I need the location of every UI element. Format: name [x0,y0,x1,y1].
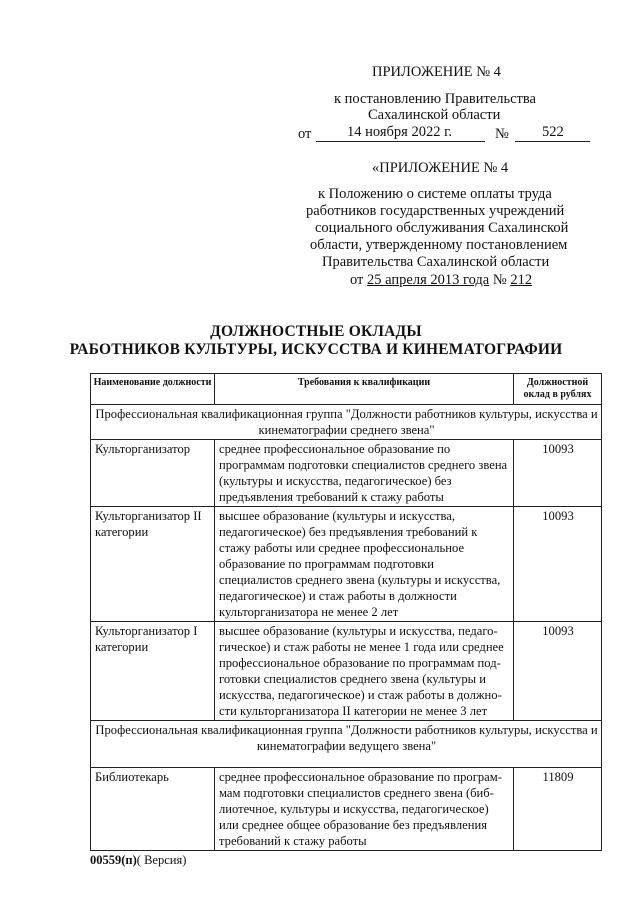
date-underline [316,141,485,142]
group-row [91,405,602,440]
appendix-heading: ПРИЛОЖЕНИЕ № 4 [372,64,501,80]
position-cell: Библиотекарь [91,768,215,851]
salary-cell: 11809 [514,768,602,851]
sub-appendix-date-line [350,272,532,289]
requirements-cell: высшее образование (культуры и искусства, педагогическое) без предъявления требований к стажу работы или среднее профессиональное образование по программам подготовки специалистов среднего звена (культуры и искусства, педагогическое) и стаж работы в должности культорганизатора не менее 2 лет [215,507,514,622]
sub-appendix-line: к Положению о системе оплаты труда [318,186,552,202]
column-header-salary: Должностной оклад в рублях [514,374,602,405]
requirements-cell: среднее профессиональное образование по програм-мам подготовки специалистов среднего звена (биб-лиотечное, культуры и искусства, педагогическое) или среднее общее образование без предъявления требований к стажу работы [215,768,514,851]
column-header-position: Наименование должности [91,374,215,405]
sub-appendix-line: работников государственных учреждений [306,203,565,219]
document-code: 00559(п) [90,853,137,867]
table-row [91,622,602,721]
requirements-cell: высшее образование (культуры и искусства, педаго-гическое) и стаж работы не менее 1 года или среднее профессиональное образование по программам под-готовки специалистов среднего звена (культуры и искусства, педагогическое) и стаж работы в должно-сти культорганизатора II категории не менее 3 лет [215,622,514,721]
salary-table [90,373,602,851]
date-prefix: от [350,272,364,288]
table-header-row [91,374,602,405]
position-cell: Культорганизатор [91,440,215,507]
sub-appendix-heading: «ПРИЛОЖЕНИЕ № 4 [372,160,509,176]
document-title-line1: ДОЛЖНОСТНЫЕ ОКЛАДЫ [210,323,422,340]
base-resolution-date: 25 апреля 2013 года [367,272,490,288]
number-underline [515,141,590,142]
table-row [91,768,602,851]
resolution-date: 14 ноября 2022 г. [347,124,453,140]
group-title-leading-level: Профессиональная квалификационная группа "Должности работников культуры, искусства и кинематографии ведущего звена" [91,721,602,768]
resolution-line: к постановлению Правительства [334,91,536,107]
position-cell: Культорганизатор II категории [91,507,215,622]
group-title-middle-level: Профессиональная квалификационная группа "Должности работников культуры, искусства и кинематографии среднего звена" [91,405,602,440]
requirements-cell: среднее профессиональное образование по программам подготовки специалистов среднего звена (культуры и искусства, педагогическое) без предъявления требований к стажу работы [215,440,514,507]
sub-appendix-line: Правительства Сахалинской области [322,254,550,270]
base-resolution-number: 212 [510,272,533,288]
sub-appendix-line: социального обслуживания Сахалинской [315,220,569,236]
number-label: № [495,126,509,142]
salary-cell: 10093 [514,507,602,622]
from-label: от [298,126,312,142]
table-row [91,507,602,622]
position-cell: Культорганизатор I категории [91,622,215,721]
region-line: Сахалинской области [368,107,501,123]
group-row [91,721,602,768]
resolution-number: 522 [542,124,564,140]
number-label: № [492,272,507,288]
document-version: ( Версия) [136,853,187,867]
sub-appendix-line: области, утвержденному постановлением [310,237,568,253]
salary-cell: 10093 [514,622,602,721]
salary-cell: 10093 [514,440,602,507]
document-footer [90,853,186,868]
table-row [91,440,602,507]
document-title-line2: РАБОТНИКОВ КУЛЬТУРЫ, ИСКУССТВА И КИНЕМАТОГРАФИИ [69,341,563,358]
column-header-requirements: Требования к квалификации [215,374,514,405]
